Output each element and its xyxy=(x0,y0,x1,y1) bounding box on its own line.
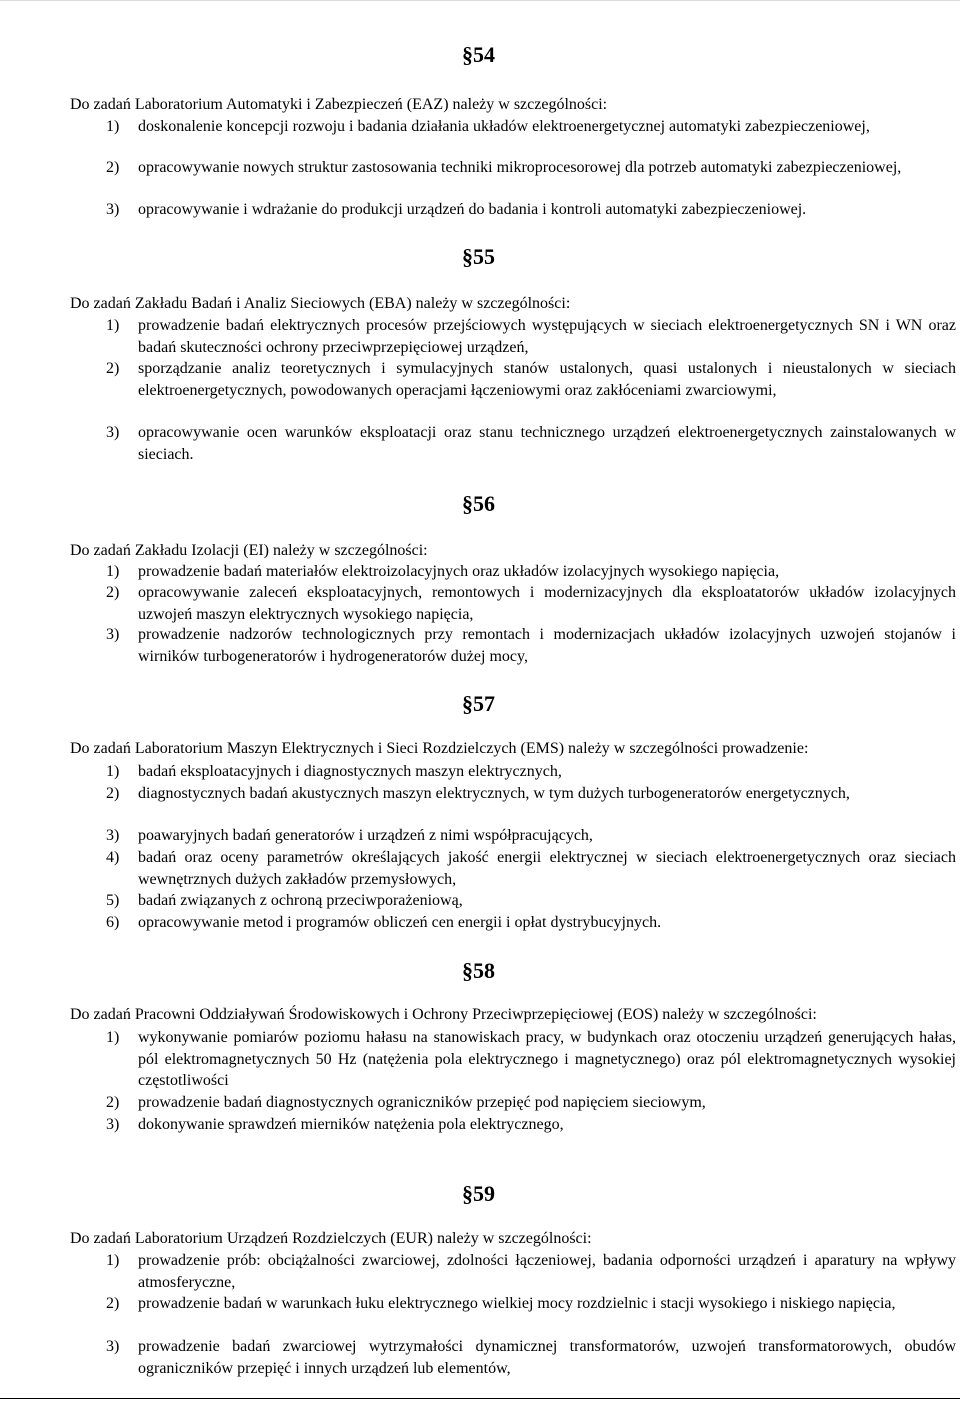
item-number: 3) xyxy=(106,626,120,643)
list-item xyxy=(106,624,956,667)
item-number: 2) xyxy=(106,360,120,377)
item-number: 4) xyxy=(106,849,120,866)
section-intro: Do zadań Zakładu Izolacji (EI) należy w szczególności: xyxy=(70,542,428,559)
item-number: 3) xyxy=(106,827,120,844)
item-number: 3) xyxy=(106,424,120,441)
section-number: §54 xyxy=(462,42,495,67)
section-number: §57 xyxy=(462,691,495,716)
list-item xyxy=(106,1027,956,1092)
item-text: wykonywanie pomiarów poziomu hałasu na stanowiskach pracy, w budynkach oraz otoczeniu urządzeń generujących hałas, pól elektromagnetycznych 50 Hz (natężenia pola elektrycznego i magnetycznego) oraz pól elektromagnetycznych wysokiej częstotliwości xyxy=(138,1029,956,1089)
list-item xyxy=(106,912,956,934)
list-item xyxy=(106,116,956,138)
item-number: 2) xyxy=(106,1295,120,1312)
item-text: prowadzenie nadzorów technologicznych przy remontach i modernizacjach układów izolacyjnych uzwojeń stojanów i wirników turbogeneratorów i hydrogeneratorów dużej mocy, xyxy=(138,626,956,665)
list-item xyxy=(106,783,956,805)
list-item xyxy=(106,761,956,783)
section-intro: Do zadań Laboratorium Urządzeń Rozdzielczych (EUR) należy w szczególności: xyxy=(70,1230,592,1247)
item-text: opracowywanie zaleceń eksploatacyjnych, remontowych i modernizacyjnych dla eksploatatorów układów izolacyjnych uzwojeń maszyn elektrycznych wysokiego napięcia, xyxy=(138,584,956,623)
list-item xyxy=(106,582,956,625)
list-item xyxy=(106,1092,956,1114)
item-text: diagnostycznych badań akustycznych maszyn elektrycznych, w tym dużych turbogeneratorów energetycznych, xyxy=(138,785,850,802)
item-text: prowadzenie badań w warunkach łuku elektrycznego wielkiej mocy rozdzielnic i stacji wysokiego i niskiego napięcia, xyxy=(138,1295,896,1312)
item-number: 3) xyxy=(106,201,120,218)
list-item xyxy=(106,561,956,583)
item-number: 2) xyxy=(106,785,120,802)
section-number: §58 xyxy=(462,958,495,983)
item-number: 1) xyxy=(106,118,120,135)
item-text: prowadzenie badań elektrycznych procesów przejściowych występujących w sieciach elektroenergetycznych SN i WN oraz badań skuteczności ochrony przeciwprzepięciowej urządzeń, xyxy=(138,317,956,356)
item-number: 1) xyxy=(106,1029,120,1046)
list-item xyxy=(106,1250,956,1293)
item-text: badań oraz oceny parametrów określających jakość energii elektrycznej w sieciach elektroenergetycznych oraz sieciach wewnętrznych dużych zakładów przemysłowych, xyxy=(138,849,956,888)
list-item xyxy=(106,847,956,890)
item-text: prowadzenie badań diagnostycznych ograniczników przepięć pod napięciem sieciowym, xyxy=(138,1094,706,1111)
page-top-edge xyxy=(0,0,960,1)
item-number: 1) xyxy=(106,563,120,580)
list-item xyxy=(106,825,956,847)
item-number: 2) xyxy=(106,159,120,176)
list-item xyxy=(106,315,956,358)
list-item xyxy=(106,157,956,179)
section-intro: Do zadań Zakładu Badań i Analiz Sieciowych (EBA) należy w szczególności: xyxy=(70,295,571,312)
list-item xyxy=(106,1114,956,1136)
item-text: opracowywanie nowych struktur zastosowania techniki mikroprocesorowej dla potrzeb automatyki zabezpieczeniowej, xyxy=(138,159,902,176)
item-number: 3) xyxy=(106,1338,120,1355)
list-item xyxy=(106,422,956,465)
list-item xyxy=(106,890,956,912)
section-intro: Do zadań Pracowni Oddziaływań Środowiskowych i Ochrony Przeciwprzepięciowej (EOS) należy w szczególności: xyxy=(70,1006,817,1023)
item-text: opracowywanie i wdrażanie do produkcji urządzeń do badania i kontroli automatyki zabezpieczeniowej. xyxy=(138,201,807,218)
item-text: poawaryjnych badań generatorów i urządzeń z nimi współpracujących, xyxy=(138,827,593,844)
section-intro: Do zadań Laboratorium Automatyki i Zabezpieczeń (EAZ) należy w szczególności: xyxy=(70,96,608,113)
item-text: badań eksploatacyjnych i diagnostycznych maszyn elektrycznych, xyxy=(138,763,562,780)
item-number: 5) xyxy=(106,892,120,909)
section-number: §59 xyxy=(462,1181,495,1206)
item-number: 1) xyxy=(106,1252,120,1269)
list-item xyxy=(106,358,956,401)
item-text: dokonywanie sprawdzeń mierników natężenia pola elektrycznego, xyxy=(138,1116,564,1133)
page-bottom-rule xyxy=(0,1398,960,1399)
item-text: doskonalenie koncepcji rozwoju i badania działania układów elektroenergetycznej automatyki zabezpieczeniowej, xyxy=(138,118,870,135)
item-text: badań związanych z ochroną przeciwporażeniową, xyxy=(138,892,463,909)
section-number: §55 xyxy=(462,244,495,269)
item-number: 3) xyxy=(106,1116,120,1133)
item-number: 1) xyxy=(106,317,120,334)
item-text: opracowywanie metod i programów obliczeń cen energii i opłat dystrybucyjnych. xyxy=(138,914,662,931)
item-number: 2) xyxy=(106,584,120,601)
section-intro: Do zadań Laboratorium Maszyn Elektrycznych i Sieci Rozdzielczych (EMS) należy w szczególności prowadzenie: xyxy=(70,740,809,757)
list-item xyxy=(106,1336,956,1379)
list-item xyxy=(106,199,956,221)
section-number: §56 xyxy=(462,491,495,516)
item-number: 2) xyxy=(106,1094,120,1111)
item-number: 1) xyxy=(106,763,120,780)
item-text: prowadzenie badań zwarciowej wytrzymałości dynamicznej transformatorów, uzwojeń transformatorowych, obudów ograniczników przepięć i innych urządzeń lub elementów, xyxy=(138,1338,956,1377)
item-text: sporządzanie analiz teoretycznych i symulacyjnych stanów ustalonych, quasi ustalonych i nieustalonych w sieciach elektroenergetycznych, powodowanych operacjami łączeniowymi oraz zakłóceniami zwarciowymi, xyxy=(138,360,956,399)
item-text: prowadzenie prób: obciążalności zwarciowej, zdolności łączeniowej, badania odporności urządzeń i aparatury na wpływy atmosferyczne, xyxy=(138,1252,956,1291)
item-number: 6) xyxy=(106,914,120,931)
item-text: opracowywanie ocen warunków eksploatacji oraz stanu technicznego urządzeń elektroenergetycznych zainstalowanych w sieciach. xyxy=(138,424,956,463)
list-item xyxy=(106,1293,956,1315)
item-text: prowadzenie badań materiałów elektroizolacyjnych oraz układów izolacyjnych wysokiego napięcia, xyxy=(138,563,780,580)
